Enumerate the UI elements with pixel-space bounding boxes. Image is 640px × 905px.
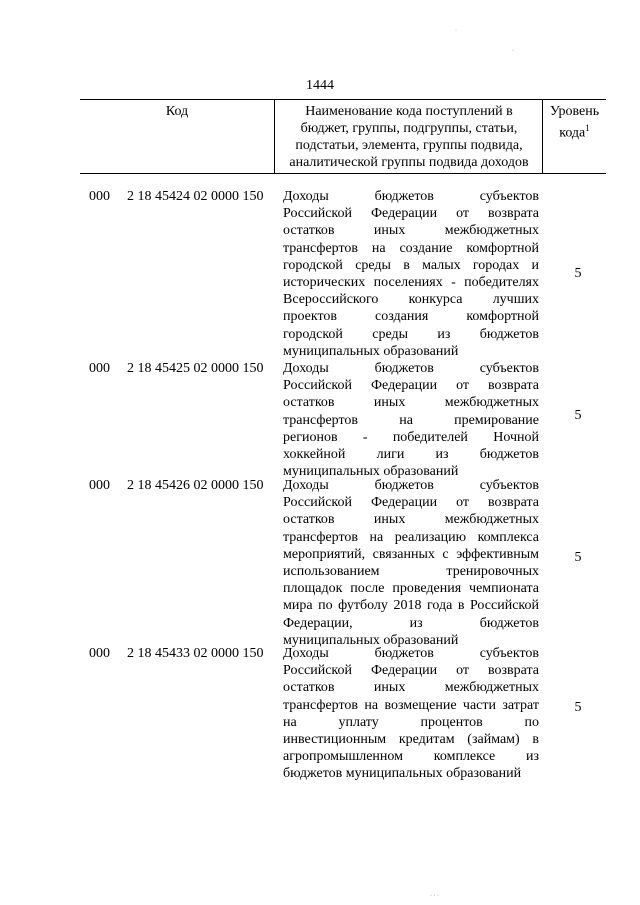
description-line: проектов создания комфортной (283, 309, 539, 325)
income-description (283, 360, 539, 480)
description-line: Доходы бюджетов субъектов (283, 478, 539, 493)
description-line: муниципальных образований (283, 632, 459, 648)
admin-code: 000 (89, 478, 110, 493)
header-level-line: Уровень (549, 104, 600, 119)
header-name-line: бюджет, группы, подгруппы, статьи, (300, 121, 518, 136)
header-name-line: аналитической группы подвида доходов (289, 155, 529, 170)
header-code: Код (165, 104, 189, 119)
description-line: остатков иных межбюджетных (283, 680, 539, 696)
description-line: регионов - победителей Ночной (283, 429, 539, 445)
scan-speck: · · · (430, 893, 439, 899)
description-line: муниципальных образований (283, 343, 459, 359)
description-line: трансфертов на создание комфортной (283, 240, 539, 256)
header-name-line: подстатьи, элемента, группы подвида, (295, 138, 523, 153)
description-line: мероприятий, связанных с эффективным (283, 546, 539, 562)
description-line: остатков иных межбюджетных (283, 395, 539, 411)
description-line: городской среды в малых городах и (283, 257, 539, 273)
description-line: хоккейной лиги из бюджетов (283, 446, 539, 462)
description-line: Всероссийского конкурса лучших (283, 292, 539, 308)
description-line: остатков иных межбюджетных (283, 512, 539, 528)
description-line: Российской Федерации от возврата (283, 206, 539, 222)
header-name-line: Наименование кода поступлений в (305, 104, 513, 119)
header-level-line (543, 120, 606, 142)
description-line: агропромышленном комплексе из (283, 749, 539, 765)
description-line: площадок после проведения чемпионата (283, 581, 539, 597)
income-code: 2 18 45433 02 0000 150 (127, 646, 264, 661)
income-code: 2 18 45424 02 0000 150 (127, 189, 264, 204)
admin-code: 000 (89, 189, 110, 204)
description-line: Доходы бюджетов субъектов (283, 361, 539, 376)
description-line: на уплату процентов по (283, 714, 539, 730)
scan-speck: · (512, 48, 514, 54)
income-description (283, 645, 539, 783)
description-line: Российской Федерации от возврата (283, 378, 539, 394)
code-level: 5 (574, 550, 582, 565)
code-level: 5 (574, 408, 582, 423)
description-line: Доходы бюджетов субъектов (283, 646, 539, 661)
description-line: инвестиционным кредитам (займам) в (283, 731, 539, 747)
admin-code: 000 (89, 646, 110, 661)
description-line: трансфертов на реализацию комплекса (283, 529, 539, 545)
description-line: остатков иных межбюджетных (283, 223, 539, 239)
description-line: использованием тренировочных (283, 563, 539, 579)
table-header (80, 99, 606, 174)
code-level: 5 (574, 266, 582, 281)
description-line: бюджетов муниципальных образований (283, 766, 522, 782)
column-divider (274, 100, 275, 173)
code-level: 5 (574, 700, 582, 715)
description-line: мира по футболу 2018 года в Российской (283, 598, 539, 614)
description-line: Доходы бюджетов субъектов (283, 189, 539, 204)
description-line: Российской Федерации от возврата (283, 495, 539, 511)
header-level (543, 103, 606, 142)
description-line: трансфертов на возмещение части затрат (283, 697, 539, 713)
scan-speck: · (455, 28, 457, 34)
page-number: 1444 (306, 78, 334, 93)
description-line: Российской Федерации от возврата (283, 663, 539, 679)
description-line: исторических поселениях - победителях (283, 274, 539, 290)
admin-code: 000 (89, 361, 110, 376)
income-code: 2 18 45426 02 0000 150 (127, 478, 264, 493)
footnote-marker: 1 (585, 123, 590, 133)
income-description (283, 188, 539, 360)
income-description (283, 477, 539, 649)
income-code: 2 18 45425 02 0000 150 (127, 361, 264, 376)
description-line: муниципальных образований (283, 464, 459, 480)
header-level-word: кода (559, 125, 586, 141)
description-line: городской среды из бюджетов (283, 326, 539, 342)
header-name (278, 103, 540, 171)
description-line: Федерации, из бюджетов (283, 615, 539, 631)
description-line: трансфертов на премирование (283, 412, 539, 428)
